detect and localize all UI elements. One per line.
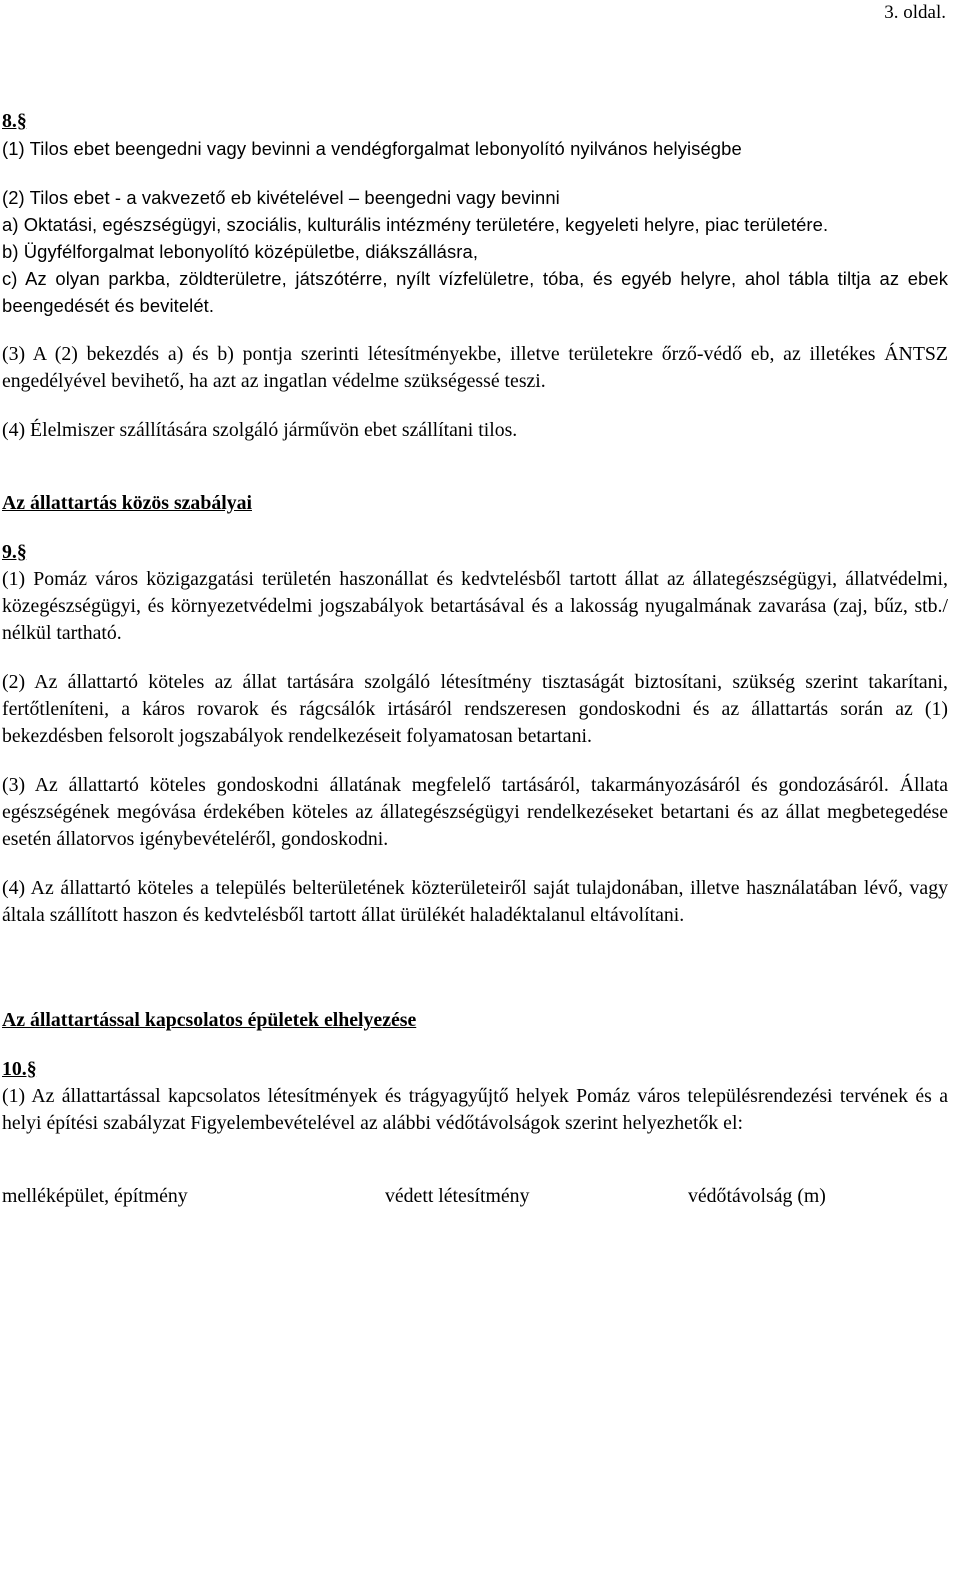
section-9-number: 9.§ <box>2 541 27 563</box>
heading-common-rules: Az állattartás közös szabályai <box>2 492 252 514</box>
section-8-paragraph-4: (4) Élelmiszer szállítására szolgáló járművön ebet szállítani tilos. <box>2 419 518 441</box>
heading-building-placement: Az állattartással kapcsolatos épületek elhelyezése <box>2 1009 417 1031</box>
section-8-paragraph-2-a: a) Oktatási, egészségügyi, szociális, kulturális intézmény területére, kegyeleti helyre, piac területére. <box>2 214 829 235</box>
section-8-paragraph-2-b: b) Ügyfélforgalmat lebonyolító középületbe, diákszállásra, <box>2 241 479 262</box>
section-9-paragraph-4: (4) Az állattartó köteles a település belterületének közterületeiről saját tulajdonában, illetve használatában lévő, vagy általa szállított haszon és kedvtelésből tartott állat ürülékét haladéktalanul eltávolítani. <box>2 877 948 926</box>
section-8-paragraph-2-c: c) Az olyan parkba, zöldterületre, játszótérre, nyílt vízfelületre, tóba, és egyéb helyre, ahol tábla tiltja az ebek beengedését és bevitelét. <box>2 268 948 316</box>
section-8-paragraph-2-intro: (2) Tilos ebet - a vakvezető eb kivételével – beengedni vagy bevinni <box>2 187 560 208</box>
section-9-paragraph-1: (1) Pomáz város közigazgatási területén haszonállat és kedvtelésből tartott állat az állategészségügyi, állatvédelmi, közegészségügyi, és környezetvédelmi jogszabályok betartásával és a lakosság nyugalmának zavarása (zaj, bűz, stb./ nélkül tartható. <box>2 568 948 644</box>
section-8-paragraph-1: (1) Tilos ebet beengedni vagy bevinni a vendégforgalmat lebonyolító nyilvános helyiségbe <box>2 138 742 159</box>
section-10-paragraph-1: (1) Az állattartással kapcsolatos létesítmények és trágyagyűjtő helyek Pomáz város településrendezési tervének és a helyi építési szabályzat Figyelembevételével az alábbi védőtávolságok szerint helyezhetők el: <box>2 1085 948 1134</box>
section-8-paragraph-3: (3) A (2) bekezdés a) és b) pontja szerinti létesítményekbe, illetve területekre őrző-védő eb, az illetékes ÁNTSZ engedélyével bevihető, ha azt az ingatlan védelme szükségessé teszi. <box>2 343 948 392</box>
document-body <box>2 108 948 1210</box>
distance-table-header <box>2 1183 948 1210</box>
page-number: 3. oldal. <box>884 2 946 23</box>
section-10-number: 10.§ <box>2 1058 37 1080</box>
section-9-paragraph-3: (3) Az állattartó köteles gondoskodni állatának megfelelő tartásáról, takarmányozásáról és gondozásáról. Állata egészségének megóvása érdekében köteles az állategészségügyi rendelkezéseket betartani és az állat megbetegedése esetén állatorvos igénybevételéről, gondoskodni. <box>2 774 948 850</box>
table-header-protected-facility: védett létesítmény <box>385 1185 530 1207</box>
table-header-building: melléképület, építmény <box>2 1185 188 1207</box>
section-9-paragraph-2: (2) Az állattartó köteles az állat tartására szolgáló létesítmény tisztaságát biztosítani, szükség szerint takarítani, fertőtleníteni, a káros rovarok és rágcsálók irtásáról rendszeresen gondoskodni és az állattartás során az (1) bekezdésben felsorolt jogszabályok rendelkezéseit folyamatosan betartani. <box>2 671 948 747</box>
section-8-number: 8.§ <box>2 110 27 132</box>
table-header-distance: védőtávolság (m) <box>688 1185 826 1207</box>
